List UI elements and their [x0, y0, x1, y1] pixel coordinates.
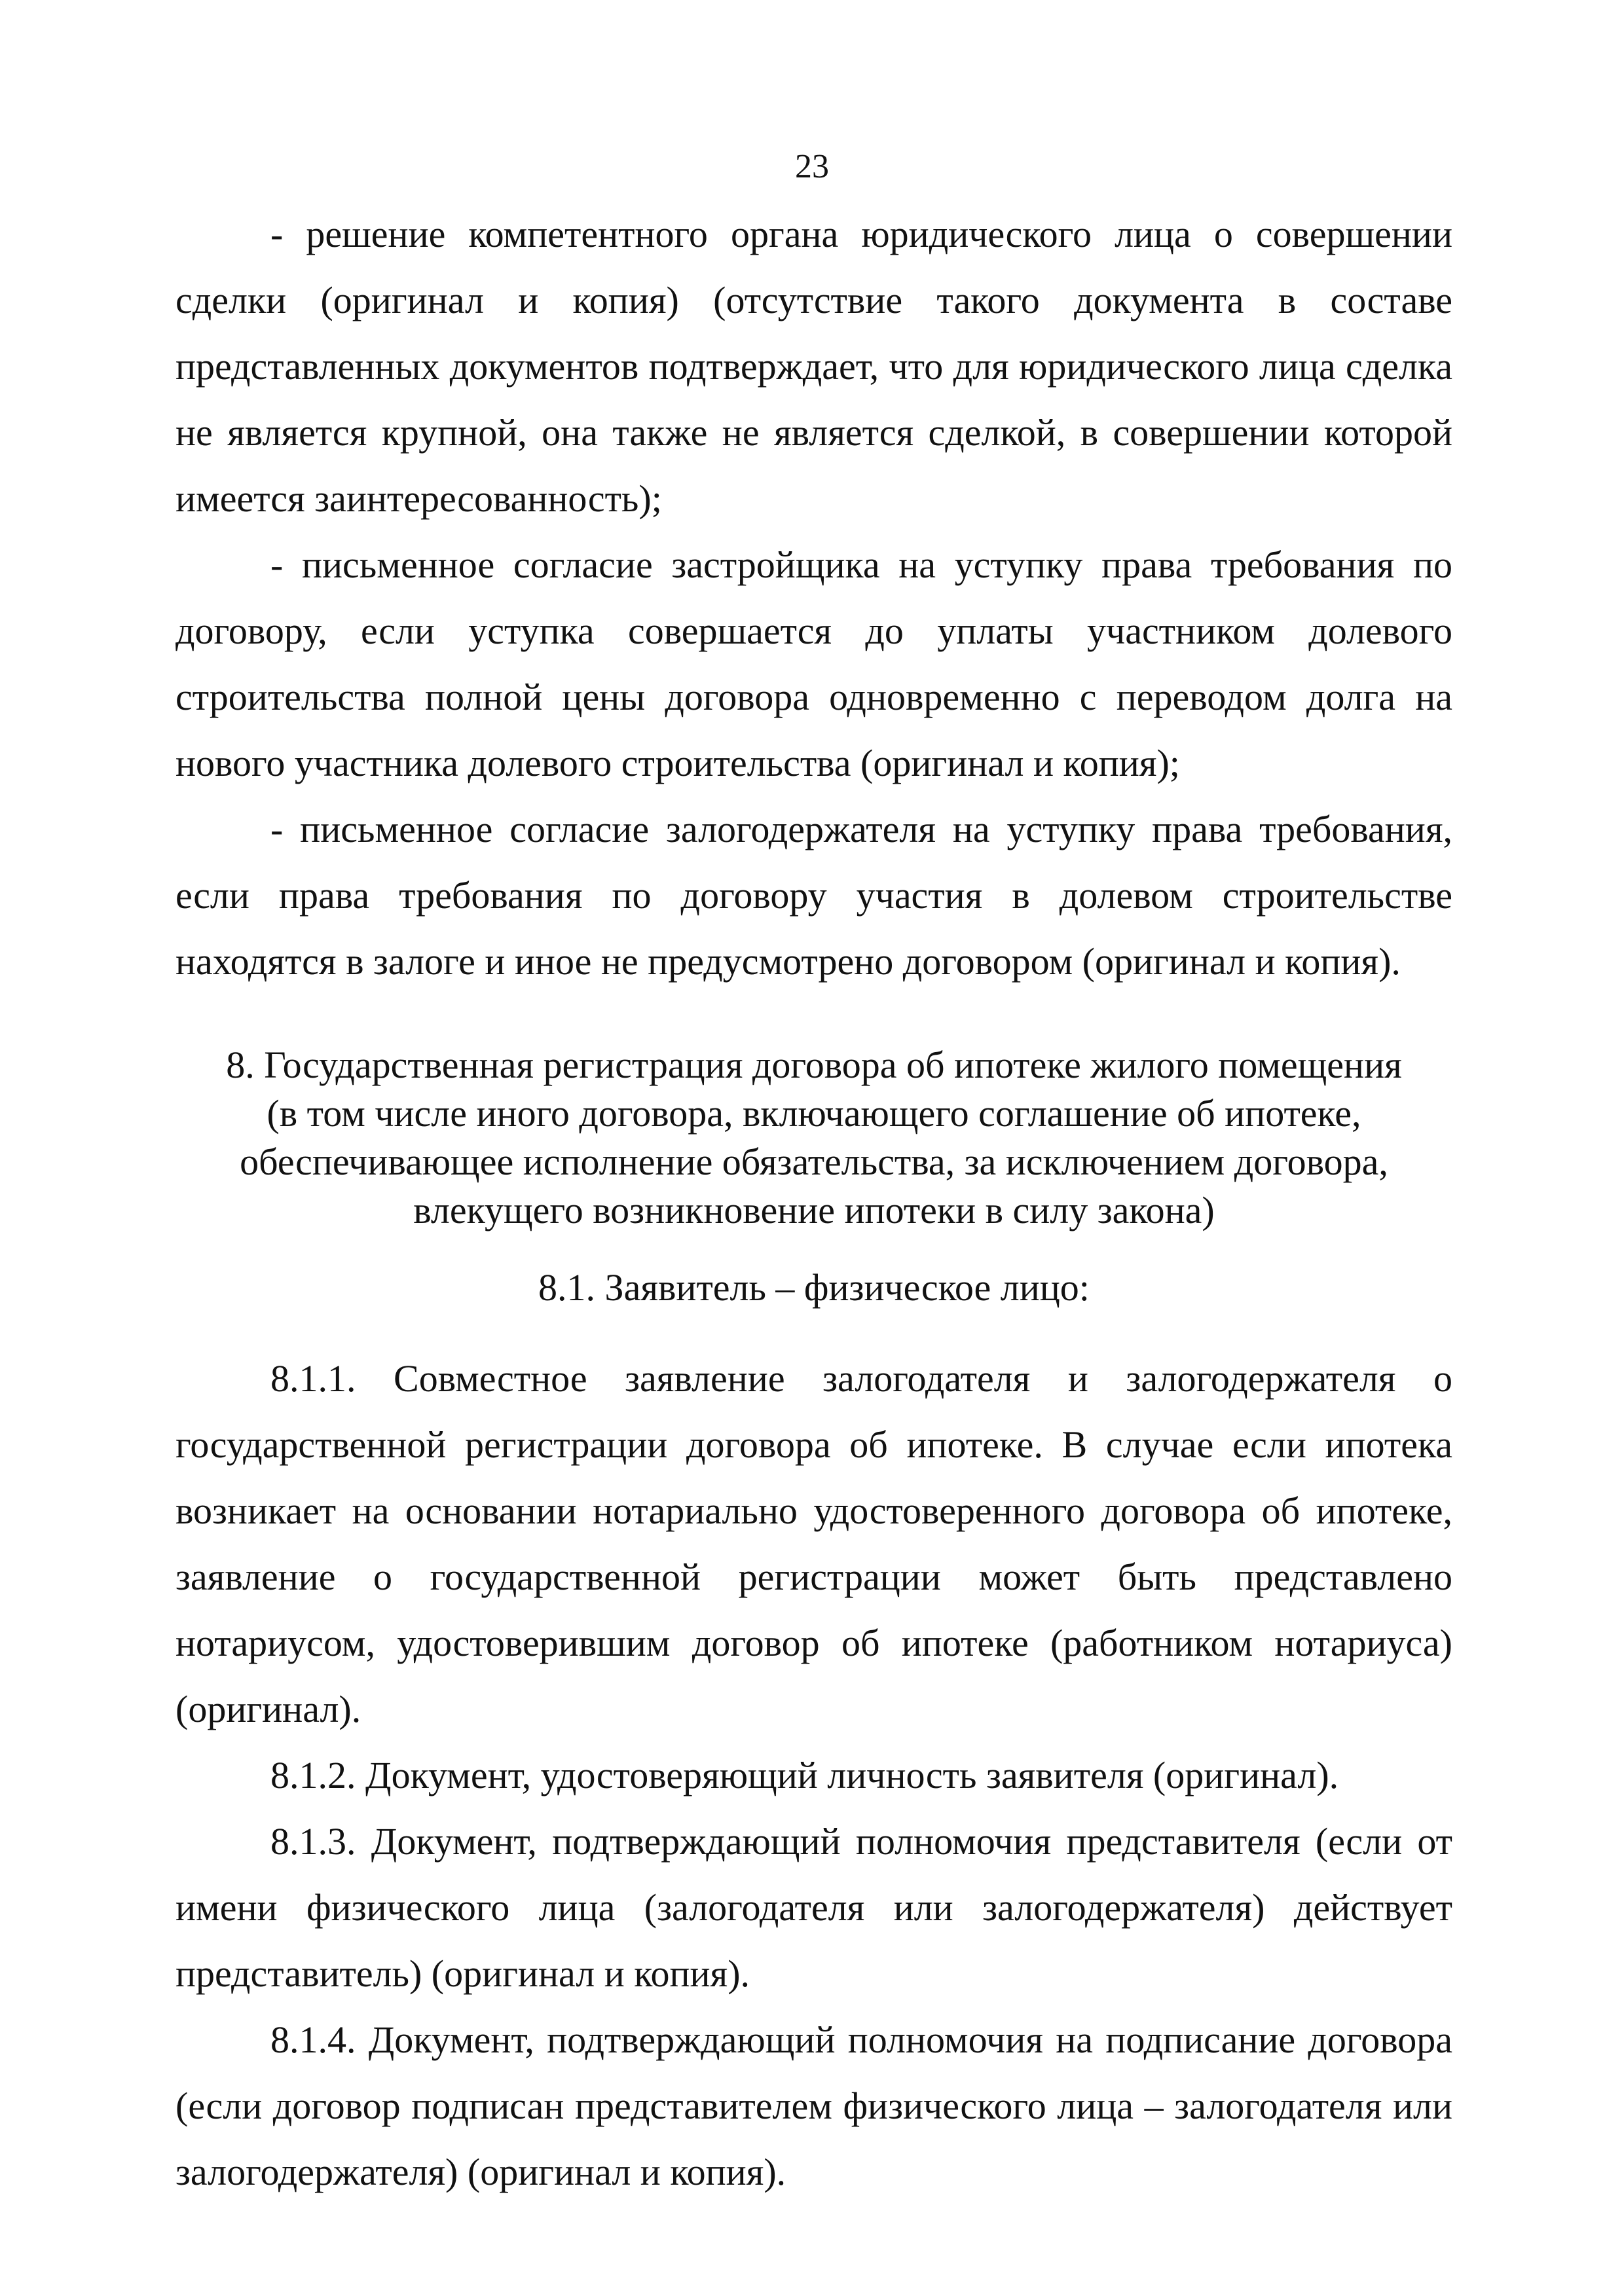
sub-heading: 8.1. Заявитель – физическое лицо: [538, 1266, 1090, 1309]
section-heading [175, 1041, 1452, 1235]
paragraph-decision-of-legal-entity: - решение компетентного органа юридического лица о совершении сделки (оригинал и копия) (отсутствие такого документа в составе представленных документов подтверждает, что для юридического лица сделка не является крупной, она также не является сделкой, в совершении которой имеется заинтересованность); [175, 213, 1452, 520]
section-heading-line: обеспечивающее исполнение обязательства, за исключением договора, [240, 1140, 1388, 1183]
paragraph-pledgee-consent: - письменное согласие залогодержателя на уступку права требования, если права требования по договору участия в долевом строительстве находятся в залоге и иное не предусмотрено договором (оригинал и копия). [175, 808, 1452, 983]
item-8-1-4: 8.1.4. Документ, подтверждающий полномочия на подписание договора (если договор подписан представителем физического лица – залогодателя или залогодержателя) (оригинал и копия). [175, 2018, 1452, 2193]
items-block [175, 1345, 1452, 2205]
paragraph-developer-consent: - письменное согласие застройщика на уступку права требования по договору, если уступка совершается до уплаты участником долевого строительства полной цены договора одновременно с переводом долга на нового участника долевого строительства (оригинал и копия); [175, 543, 1452, 784]
top-paragraphs [175, 201, 1452, 994]
section-heading-line: 8. Государственная регистрация договора об ипотеке жилого помещения [226, 1044, 1402, 1086]
item-8-1-2: 8.1.2. Документ, удостоверяющий личность заявителя (оригинал). [270, 1754, 1339, 1796]
section-heading-line: (в том числе иного договора, включающего соглашение об ипотеке, [267, 1092, 1361, 1135]
page-number: 23 [795, 148, 829, 185]
section-heading-line: влекущего возникновение ипотеки в силу закона) [413, 1189, 1215, 1231]
item-8-1-1: 8.1.1. Совместное заявление залогодателя и залогодержателя о государственной регистрации договора об ипотеке. В случае если ипотека возникает на основании нотариально удостоверенного договора об ипотеке, заявление о государственной регистрации может быть представлено нотариусом, удостоверившим договор об ипотеке (работником нотариуса) (оригинал). [175, 1357, 1452, 1730]
item-8-1-3: 8.1.3. Документ, подтверждающий полномочия представителя (если от имени физического лица (залогодателя или залогодержателя) действует представитель) (оригинал и копия). [175, 1820, 1452, 1995]
